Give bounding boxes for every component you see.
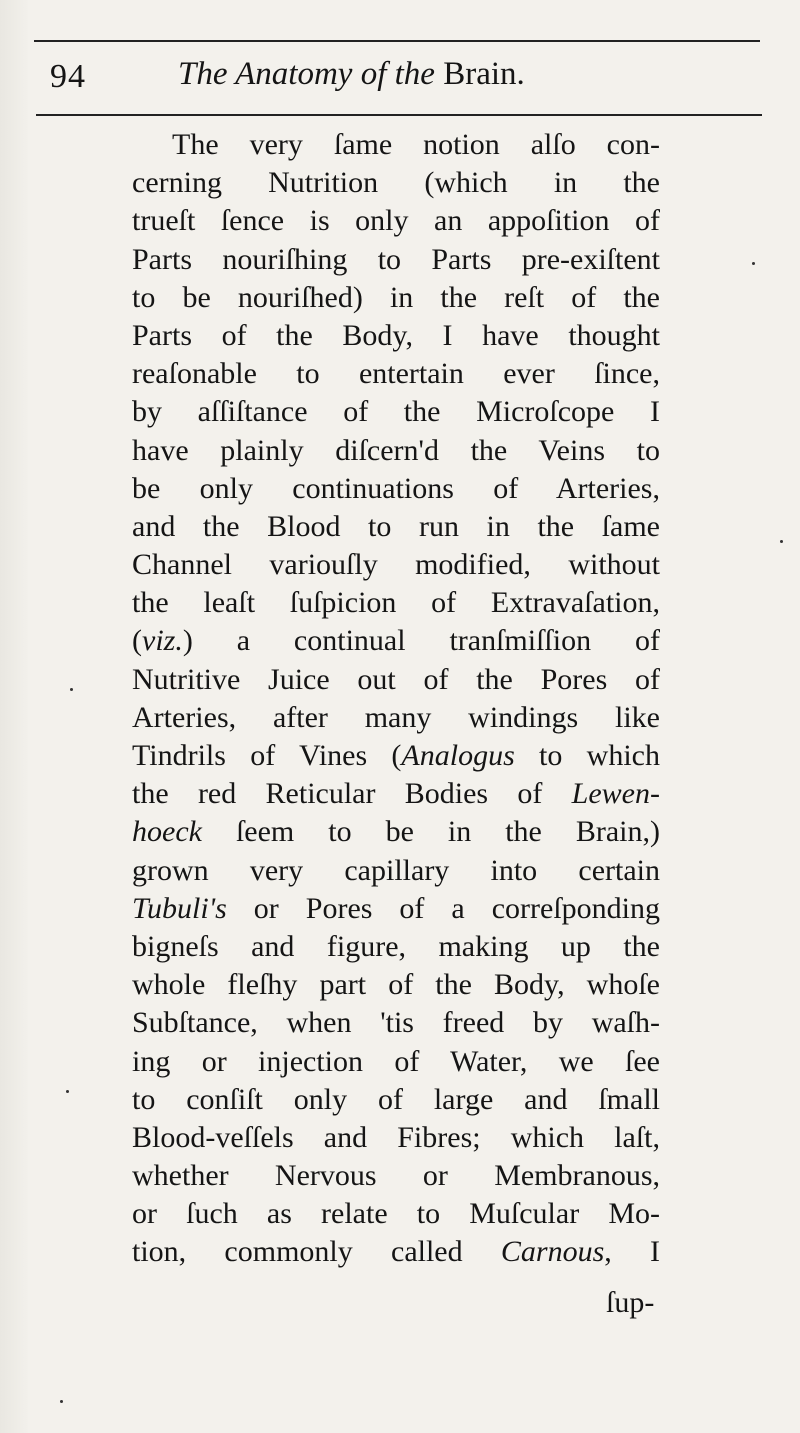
paper-speck <box>66 1090 69 1093</box>
running-head: The Anatomy of the Brain. <box>178 56 525 92</box>
body-text <box>132 126 660 1272</box>
page-header <box>36 52 760 104</box>
text-line: hoeck ſeem to be in the Brain,) <box>132 815 660 849</box>
text-line: whole fleſhy part of the Body, whoſe <box>132 968 660 1002</box>
text-line: Parts of the Body, I have thought <box>132 318 660 352</box>
text-line: (viz.) a continual tranſmiſſion of <box>132 624 660 658</box>
paper-speck <box>752 262 755 265</box>
header-rule-top <box>34 40 760 42</box>
paper-speck <box>70 688 73 691</box>
text-line: Tubuli's or Pores of a correſponding <box>132 891 660 925</box>
text-line: Nutritive Juice out of the Pores of <box>132 662 660 696</box>
text-line: Blood-veſſels and Fibres; which laſt, <box>132 1120 660 1154</box>
text-line: The very ſame notion alſo con- <box>172 128 660 161</box>
paper-speck <box>780 540 783 543</box>
text-line: Tindrils of Vines (Analogus to which <box>132 739 660 772</box>
text-line: the leaſt ſuſpicion of Extravaſation, <box>132 586 660 620</box>
text-line: the red Reticular Bodies of Lewen- <box>132 777 660 811</box>
text-line: grown very capillary into certain <box>132 853 660 887</box>
text-line: Channel variouſly modified, without <box>132 548 660 582</box>
text-line: Subſtance, when 'tis freed by waſh- <box>132 1006 660 1040</box>
text-line: be only continuations of Arteries, <box>132 471 660 505</box>
text-line: to be nouriſhed) in the reſt of the <box>132 280 660 314</box>
text-line: have plainly diſcern'd the Veins to <box>132 433 660 467</box>
text-line: tion, commonly called Carnous, I <box>132 1235 660 1269</box>
text-line: reaſonable to entertain ever ſince, <box>132 357 660 391</box>
text-line: by aſſiſtance of the Microſcope I <box>132 395 660 429</box>
page-number: 94 <box>50 58 86 95</box>
header-rule-bottom <box>36 114 762 116</box>
text-line: and the Blood to run in the ſame <box>132 509 660 543</box>
text-line: bigneſs and figure, making up the <box>132 929 660 963</box>
text-line: ing or injection of Water, we ſee <box>132 1044 660 1078</box>
text-line: or ſuch as relate to Muſcular Mo- <box>132 1197 660 1231</box>
paper-speck <box>60 1400 63 1403</box>
text-line: cerning Nutrition (which in the <box>132 166 660 200</box>
text-line: to conſiſt only of large and ſmall <box>132 1082 660 1116</box>
text-line: trueſt ſence is only an appoſition of <box>132 204 660 238</box>
text-line: Parts nouriſhing to Parts pre-exiſtent <box>132 242 660 276</box>
text-line: Arteries, after many windings like <box>132 700 660 734</box>
page-gutter-shadow <box>0 0 28 1433</box>
catchword: ſup- <box>606 1286 655 1319</box>
text-line: whether Nervous or Membranous, <box>132 1159 660 1193</box>
